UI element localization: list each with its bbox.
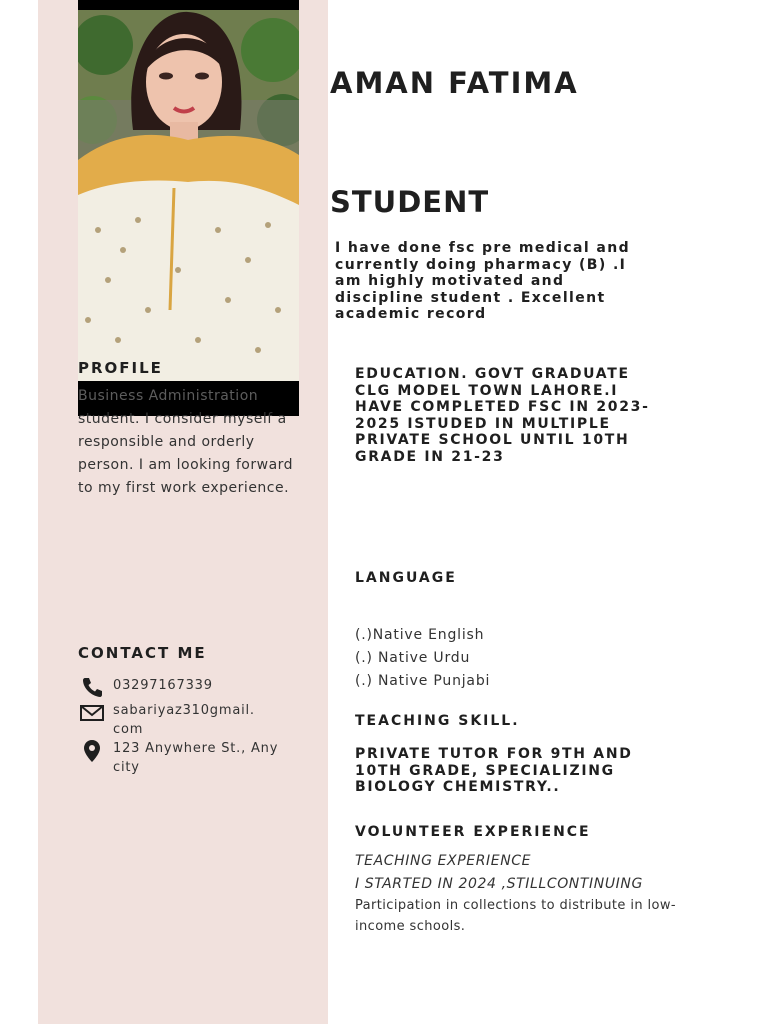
teaching-heading: TEACHING SKILL. (355, 713, 520, 729)
profile-text-line1: Business Administration (78, 388, 259, 404)
contact-email (80, 701, 283, 739)
profile-text-rest: student. I consider myself a responsible and orderly person. I am looking forward to my first work experience. (78, 411, 294, 496)
language-item: (.)Native English (355, 627, 485, 643)
profile-heading: PROFILE (78, 359, 163, 377)
contact-phone (80, 676, 283, 698)
mail-icon (80, 701, 104, 723)
volunteer-description: Participation in collections to distribute in low-income schools. (355, 898, 677, 934)
teaching-text: PRIVATE TUTOR FOR 9TH AND 10TH GRADE, SPECIALIZING BIOLOGY CHEMISTRY.. (355, 746, 633, 795)
photo-top-bar (78, 0, 299, 10)
phone-text: 03297167339 (113, 678, 213, 693)
volunteer-heading: VOLUNTEER EXPERIENCE (355, 824, 591, 840)
email-text: sabariyaz310gmail. com (113, 703, 255, 737)
education-text: EDUCATION. GOVT GRADUATE CLG MODEL TOWN LAHORE.I HAVE COMPLETED FSC IN 2023-2025 ISTUDED IN MULTIPLE PRIVATE SCHOOL UNTIL 10TH GRADE IN 21-23 (355, 366, 650, 465)
language-item: (.) Native Urdu (355, 650, 471, 666)
address-text: 123 Anywhere St., Any city (113, 741, 279, 775)
volunteer-line1: TEACHING EXPERIENCE (355, 853, 532, 869)
language-item: (.) Native Punjabi (355, 673, 491, 689)
language-list (355, 624, 490, 693)
contact-address (80, 739, 283, 777)
profile-text (78, 385, 308, 500)
language-heading: LANGUAGE (355, 570, 457, 586)
candidate-name: AMAN FATIMA (330, 66, 579, 100)
volunteer-line2: I STARTED IN 2024 ,STILLCONTINUING (355, 876, 643, 892)
contact-heading: CONTACT ME (78, 644, 207, 662)
portrait-image (78, 10, 299, 381)
profile-photo (78, 0, 299, 381)
summary-text: I have done fsc pre medical and currently doing pharmacy (B) .I am highly motivated and discipline student . Excellent academic record (335, 240, 631, 322)
location-pin-icon (80, 739, 104, 763)
candidate-role: STUDENT (330, 185, 490, 219)
phone-icon (80, 676, 104, 698)
